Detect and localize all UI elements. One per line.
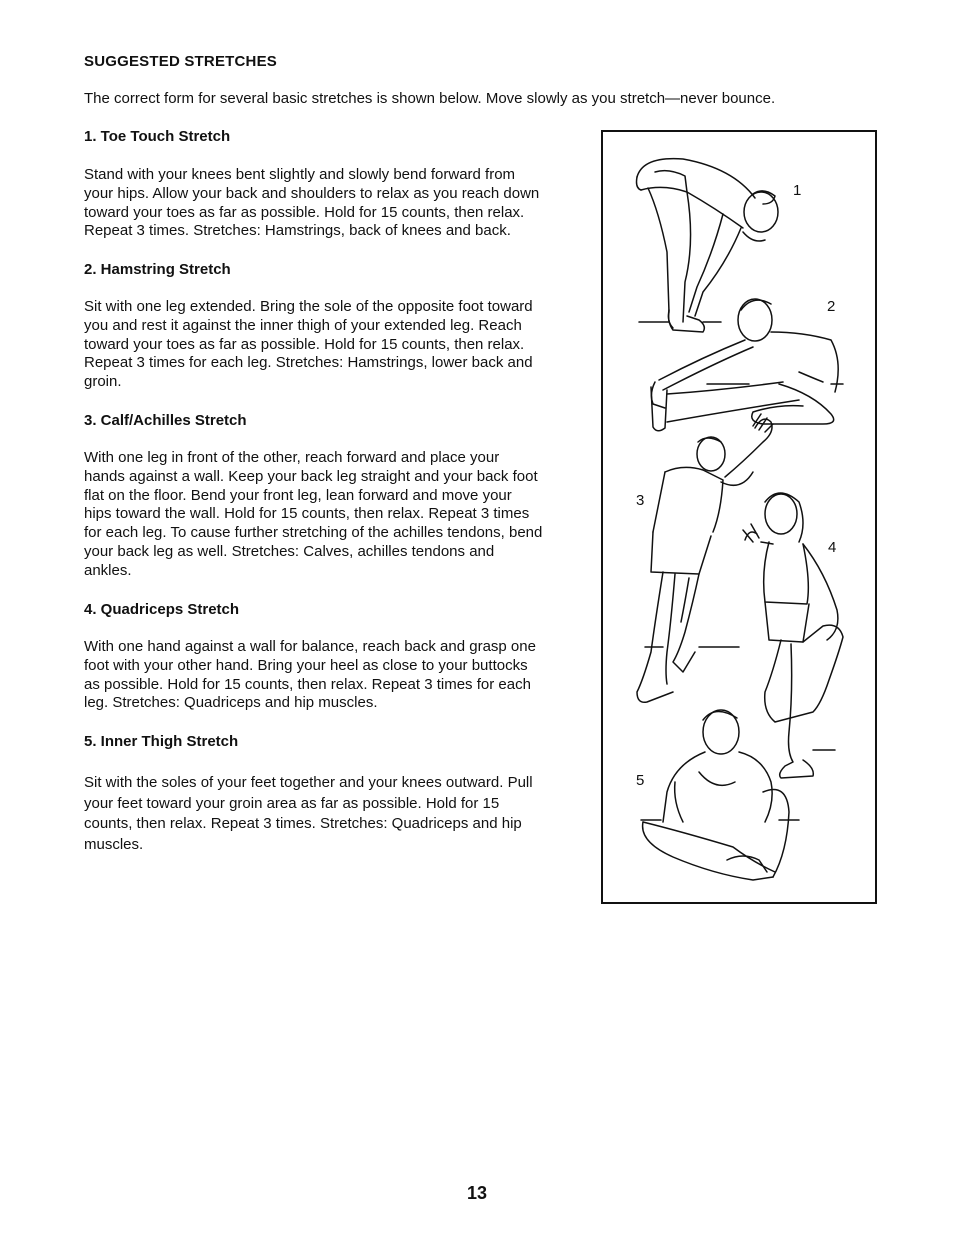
section-title-inner-thigh: 5. Inner Thigh Stretch xyxy=(84,733,239,750)
section-text-quadriceps xyxy=(84,638,584,713)
text-line: flat on the floor. Bend your front leg, lean forward and move your xyxy=(84,486,512,504)
hamstring-figure xyxy=(651,299,843,431)
text-line: as possible. Hold for 15 counts, then relax. Repeat 3 times for each xyxy=(84,675,531,693)
calf-achilles-figure xyxy=(637,414,773,702)
quadriceps-figure xyxy=(743,493,843,778)
intro-text: The correct form for several basic stretches is shown below. Move slowly as you stretch—never bounce. xyxy=(84,90,776,107)
text-line: Sit with one leg extended. Bring the sole of the opposite foot toward xyxy=(84,298,533,315)
text-line: With one hand against a wall for balance, reach back and grasp one xyxy=(84,638,536,655)
text-line: ankles. xyxy=(84,561,132,579)
text-line: Stand with your knees bent slightly and slowly bend forward from xyxy=(84,166,516,183)
figure-number-1: 1 xyxy=(793,182,802,199)
text-line: for each leg. To cause further stretching of the achilles tendons, bend xyxy=(84,524,543,542)
figure-number-4: 4 xyxy=(828,539,837,556)
section-text-hamstring xyxy=(84,298,584,392)
text-line: foot with your other hand. Bring your heel as close to your buttocks xyxy=(84,656,528,674)
text-line: Repeat 3 times. Stretches: Hamstrings, back of knees and back. xyxy=(84,222,511,240)
text-line: leg. Stretches: Quadriceps and hip muscles. xyxy=(84,694,378,712)
text-line: you and rest it against the inner thigh of your extended leg. Reach xyxy=(84,316,522,334)
figure-number-5: 5 xyxy=(636,772,645,789)
section-title-hamstring: 2. Hamstring Stretch xyxy=(84,261,231,278)
text-line: your feet toward your groin area as far as possible. Hold for 15 xyxy=(84,794,500,812)
figure-number-2: 2 xyxy=(827,298,836,315)
text-line: hands against a wall. Keep your back leg straight and your back foot xyxy=(84,467,538,485)
section-title-calf-achilles: 3. Calf/Achilles Stretch xyxy=(84,412,247,429)
inner-thigh-figure xyxy=(641,710,799,880)
page-heading: SUGGESTED STRETCHES xyxy=(84,53,277,70)
text-line: your back leg as well. Stretches: Calves, achilles tendons and xyxy=(84,542,495,560)
text-line: Repeat 3 times for each leg. Stretches: Hamstrings, lower back and xyxy=(84,354,533,372)
text-line: toward your toes as far as possible. Hold for 15 counts, then relax. xyxy=(84,203,525,221)
figure-number-3: 3 xyxy=(636,492,645,509)
section-text-calf-achilles xyxy=(84,449,584,581)
text-line: groin. xyxy=(84,373,122,391)
section-text-inner-thigh xyxy=(84,773,584,855)
text-line: counts, then relax. Repeat 3 times. Stretches: Quadriceps and hip xyxy=(84,815,522,832)
text-line: your hips. Allow your back and shoulders to relax as you reach down xyxy=(84,184,540,202)
text-line: hips toward the wall. Hold for 15 counts, then relax. Repeat 3 times xyxy=(84,505,530,523)
section-title-quadriceps: 4. Quadriceps Stretch xyxy=(84,601,240,618)
text-line: Sit with the soles of your feet together and your knees outward. Pull xyxy=(84,774,533,791)
section-title-toe-touch: 1. Toe Touch Stretch xyxy=(84,128,231,145)
text-line: With one leg in front of the other, reach forward and place your xyxy=(84,449,500,466)
stretch-illustrations-frame xyxy=(601,130,877,904)
text-line: toward your toes as far as possible. Hold for 15 counts, then relax. xyxy=(84,335,525,353)
toe-touch-figure xyxy=(637,159,779,332)
page-number: 13 xyxy=(466,1183,488,1203)
section-text-toe-touch xyxy=(84,166,584,241)
text-line: muscles. xyxy=(84,835,144,853)
